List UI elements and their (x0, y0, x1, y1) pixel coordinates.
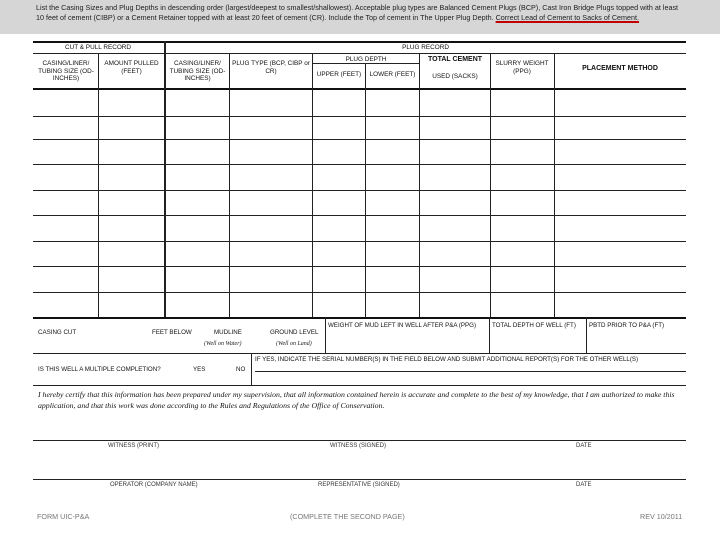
witness-signature-line[interactable] (33, 440, 686, 441)
form-number: FORM UIC-P&A (37, 512, 90, 521)
table-row[interactable] (33, 215, 686, 216)
mudline-note: (Well on Water) (204, 341, 242, 347)
table-row[interactable] (33, 190, 686, 191)
col-casing-size-cut: CASING/LINER/ TUBING SIZE (OD-INCHES) (38, 60, 94, 82)
mudline-label: MUDLINE (214, 329, 242, 336)
multiple-completion-divider (251, 353, 252, 385)
col-amount-pulled: AMOUNT PULLED (FEET) (104, 60, 159, 75)
col-divider-6 (419, 53, 420, 317)
section-header-line (33, 53, 686, 54)
pbtd-label: PBTD PRIOR TO P&A (FT) (589, 322, 665, 329)
casing-cut-label: CASING CUT (38, 329, 77, 336)
witness-print-label: WITNESS (PRINT) (108, 443, 159, 449)
table-row[interactable] (33, 139, 686, 140)
col-divider-1 (98, 53, 99, 317)
multiple-completion-question: IS THIS WELL A MULTIPLE COMPLETION? (38, 366, 161, 373)
yes-option[interactable]: YES (193, 366, 206, 373)
col-divider-3 (229, 53, 230, 317)
instructions-main: List the Casing Sizes and Plug Depths in descending order (largest/deepest to smallest/shallowest). Acceptable plug types are Balanced Cement Plugs (BCP), Cast Iron Bridge Plugs topped with at least 10 feet of cement (CIBP) or a Cement Retainer topped with at least 20 feet of cement (CR). Include the Top of cement in The Upper Plug Depth. (36, 3, 679, 22)
col-used-sacks: USED (SACKS) (432, 73, 478, 80)
date-label-2: DATE (576, 482, 592, 488)
mud-weight-label: WEIGHT OF MUD LEFT IN WELL AFTER P&A (PPG) (328, 322, 477, 329)
table-row[interactable] (33, 241, 686, 242)
col-divider-8 (554, 53, 555, 317)
col-divider-section (164, 41, 166, 317)
multiple-completion-bottom (33, 385, 686, 386)
section-cut-pull: CUT & PULL RECORD (64, 44, 132, 51)
ground-level-note: (Well on Land) (276, 341, 312, 347)
representative-label: REPRESENTATIVE (SIGNED) (318, 482, 400, 488)
footer-note: (COMPLETE THE SECOND PAGE) (290, 512, 405, 521)
multiple-completion-instruction: IF YES, INDICATE THE SERIAL NUMBER(S) IN THE FIELD BELOW AND SUBMIT ADDITIONAL REPORT(S) FOR THE OTHER WELL(S) (255, 356, 639, 363)
total-depth-label: TOTAL DEPTH OF WELL (FT) (492, 322, 576, 329)
col-divider-4 (312, 53, 313, 317)
col-casing-size-plug: CASING/LINER/ TUBING SIZE (OD-INCHES) (169, 60, 226, 82)
pbtd-divider (586, 317, 587, 353)
revision-date: REV 10/2011 (640, 512, 683, 521)
col-placement-method: PLACEMENT METHOD (582, 65, 658, 72)
operator-label: OPERATOR (COMPANY NAME) (110, 482, 198, 488)
table-bottom-border (33, 317, 686, 319)
casing-cut-bottom (33, 353, 686, 354)
col-plug-type: PLUG TYPE (BCP, CIBP or CR) (232, 60, 310, 75)
col-upper: UPPER (FEET) (316, 71, 362, 78)
instructions-text (36, 3, 686, 23)
feet-below-label: FEET BELOW (152, 329, 192, 336)
no-option[interactable]: NO (236, 366, 246, 373)
column-header-bottom (33, 88, 686, 90)
table-row[interactable] (33, 266, 686, 267)
ground-level-label: GROUND LEVEL (270, 329, 319, 336)
total-depth-divider (489, 317, 490, 353)
witness-signed-label: WITNESS (SIGNED) (330, 443, 387, 449)
col-plug-depth: PLUG DEPTH (345, 56, 387, 63)
table-row[interactable] (33, 292, 686, 293)
col-slurry-weight: SLURRY WEIGHT (PPG) (495, 60, 549, 75)
serial-number-field[interactable] (255, 371, 686, 372)
date-label-1: DATE (576, 443, 592, 449)
certification-text: I hereby certify that this information has been prepared under my supervision, that all information contained herein is accurate and complete to the best of my knowledge, that I am authorized to make this application, and that this work was done according to the Rules and Regulations of the Office of Conservation. (38, 390, 675, 410)
mud-weight-divider (325, 317, 326, 353)
table-top-border (33, 41, 686, 43)
col-divider-7 (490, 53, 491, 317)
section-plug-record: PLUG RECORD (402, 44, 449, 51)
col-total-cement: TOTAL CEMENT (427, 56, 483, 63)
col-lower: LOWER (FEET) (369, 71, 416, 78)
operator-signature-line[interactable] (33, 479, 686, 480)
instructions-underlined: Correct Lead of Cement to Sacks of Cement. (495, 13, 640, 22)
table-row[interactable] (33, 116, 686, 117)
table-row[interactable] (33, 164, 686, 165)
